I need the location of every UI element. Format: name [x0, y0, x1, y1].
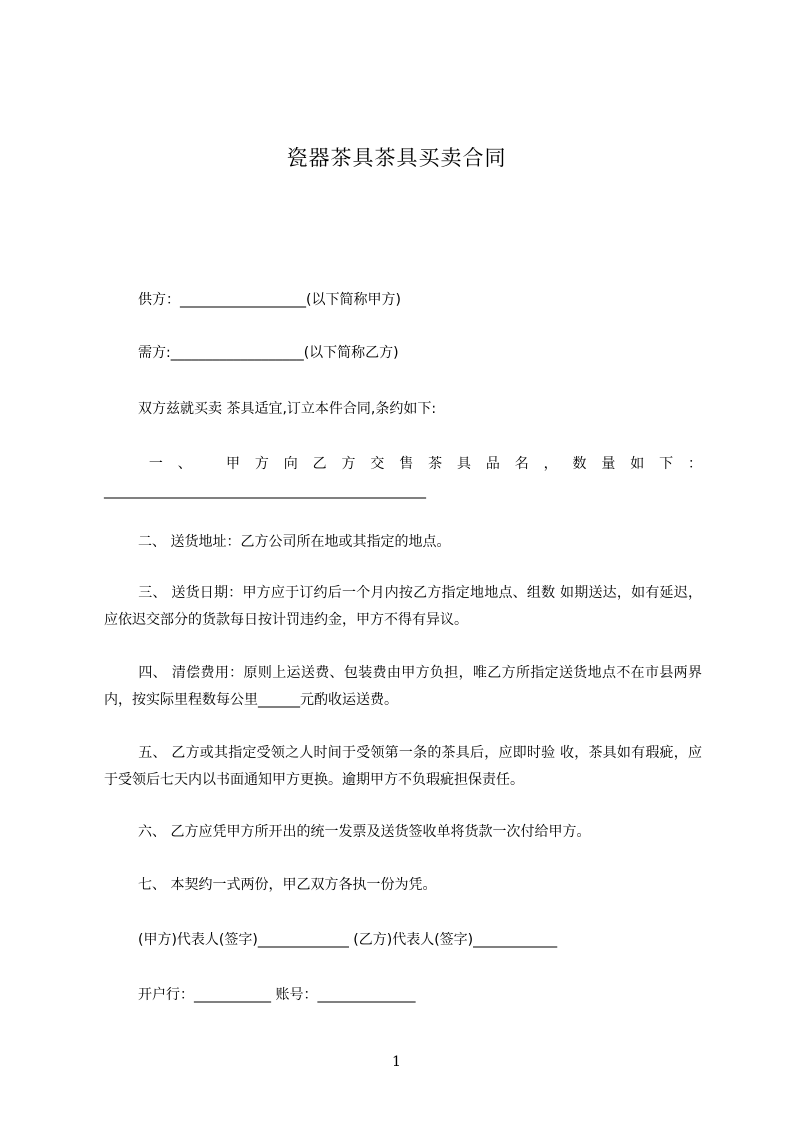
clause-5-text: 乙方或其指定受领之人时间于受领第一条的茶具后，应即时验 收，茶具如有瑕疵，应于受领后七天内以书面通知甲方更换。逾期甲方不负瑕疵担保责任。 — [104, 745, 702, 788]
clause-6-text: 乙方应凭甲方所开出的统一发票及送货签收单将货款一次付给甲方。 — [166, 824, 591, 840]
clause-2 — [104, 529, 702, 556]
clause-1 — [104, 451, 702, 505]
clause-1-text: 甲方向乙方交售茶具品名，数量如下：______________________________________________ — [104, 456, 703, 499]
clause-5 — [104, 740, 702, 794]
clause-7-text: 本契约一式两份，甲乙双方各执一份为凭。 — [166, 877, 437, 893]
clause-7 — [104, 872, 702, 899]
clause-6-number: 六、 — [138, 824, 166, 840]
supplier-text: 供方：__________________(以下简称甲方) — [138, 292, 401, 308]
clause-6 — [104, 819, 702, 846]
clause-4-text: 清偿费用：原则上运送费、包装费由甲方负担，唯乙方所指定送货地点不在市县两界内，按实际里程数每公里______元酌收运送费。 — [104, 665, 703, 708]
intro-line — [104, 396, 702, 423]
document-title: 瓷器茶具茶具买卖合同 — [286, 146, 507, 170]
page-number: 1 — [392, 1054, 401, 1070]
bank-text: 开户行：___________ 账号：______________ — [138, 987, 416, 1003]
signature-text: (甲方)代表人(签字)_____________ (乙方)代表人(签字)____________ — [138, 932, 558, 948]
clause-2-text: 送货地址：乙方公司所在地或其指定的地点。 — [166, 534, 451, 550]
buyer-text: 需方:___________________(以下简称乙方) — [138, 345, 399, 361]
clause-3 — [104, 580, 702, 634]
clause-1-number: 一、 — [134, 456, 207, 472]
clause-4 — [104, 660, 702, 714]
supplier-line — [104, 287, 702, 314]
buyer-line — [104, 340, 702, 367]
clause-4-number: 四、 — [138, 665, 168, 681]
clause-7-number: 七、 — [138, 877, 166, 893]
clause-2-number: 二、 — [138, 534, 166, 550]
clause-3-number: 三、 — [138, 585, 167, 601]
intro-text: 双方兹就买卖 茶具适宜,订立本件合同,条约如下: — [138, 401, 437, 417]
signature-line — [104, 927, 702, 954]
clause-5-number: 五、 — [138, 745, 167, 761]
bank-line — [104, 982, 702, 1009]
clause-3-text: 送货日期：甲方应于订约后一个月内按乙方指定地地点、组数 如期送达，如有延迟，应依迟交部分的货款每日按计罚违约金，甲方不得有异议。 — [104, 585, 702, 628]
